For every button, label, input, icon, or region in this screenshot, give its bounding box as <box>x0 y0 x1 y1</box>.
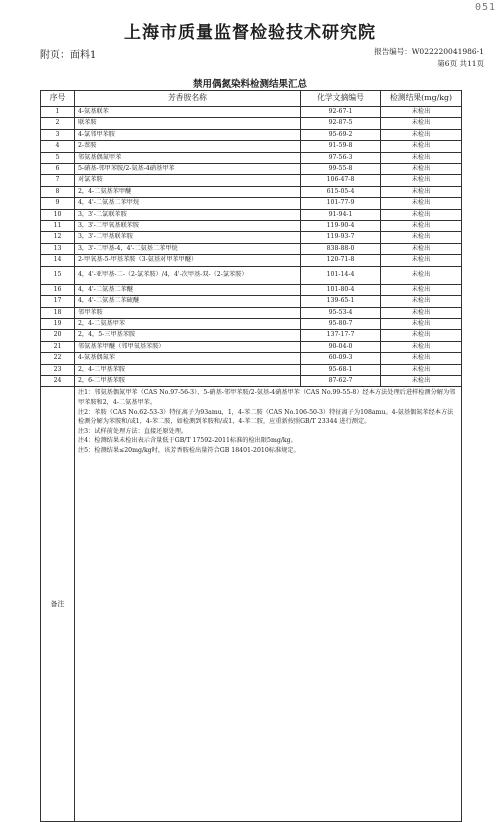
row-amine-name: 邻氨基苯甲醚（邻甲氧基苯胺） <box>75 341 301 352</box>
row-result: 未检出 <box>381 129 462 140</box>
row-no: 13 <box>41 243 75 254</box>
row-result: 未检出 <box>381 141 462 152</box>
row-no: 9 <box>41 198 75 209</box>
table-row <box>41 129 462 140</box>
row-no: 3 <box>41 129 75 140</box>
row-no: 16 <box>41 284 75 295</box>
table-row <box>41 330 462 341</box>
row-cas-no: 119-90-4 <box>301 221 381 232</box>
table-row <box>41 232 462 243</box>
note-4: 注4：检测结果未检出表示含量低于GB/T 17592-2011标准的检出限5mg/kg。 <box>78 437 297 445</box>
row-amine-name: 2，4，5-三甲基苯胺 <box>75 330 301 341</box>
row-cas-no: 120-71-8 <box>301 255 381 266</box>
row-result: 未检出 <box>381 186 462 197</box>
note-5: 注5：检测结果≤20mg/kg时，该芳香胺检出量符合GB 18401-2010标准规定。 <box>78 446 300 454</box>
table-row <box>41 118 462 129</box>
row-cas-no: 101-14-4 <box>301 266 381 284</box>
table-row <box>41 307 462 318</box>
row-result: 未检出 <box>381 296 462 307</box>
row-cas-no: 101-80-4 <box>301 284 381 295</box>
row-cas-no: 97-56-3 <box>301 152 381 163</box>
row-cas-no: 838-88-0 <box>301 243 381 254</box>
row-cas-no: 95-80-7 <box>301 318 381 329</box>
notes-label: 备注 <box>41 387 75 822</box>
row-amine-name: 邻氨基偶氮甲苯 <box>75 152 301 163</box>
row-result: 未检出 <box>381 364 462 375</box>
row-amine-name: 4，4'-二氨基二苯醚 <box>75 284 301 295</box>
row-no: 19 <box>41 318 75 329</box>
row-no: 8 <box>41 186 75 197</box>
header-no: 序号 <box>41 91 75 107</box>
row-cas-no: 90-04-0 <box>301 341 381 352</box>
note-1: 注1：邻氨基偶氮甲苯（CAS No.97-56-3）、5-硝基-邻甲苯胺/2-氨基-4硝基甲苯（CAS No.99-55-8）经本方法处理后进样检测分解为邻甲苯胺和2，4-二氨基甲苯。 <box>78 389 456 406</box>
row-amine-name: 3，3'-二甲基-4，4'-二氨基二苯甲烷 <box>75 243 301 254</box>
row-cas-no: 95-68-1 <box>301 364 381 375</box>
notes-cell <box>75 387 462 822</box>
row-cas-no: 615-05-4 <box>301 186 381 197</box>
table-row <box>41 198 462 209</box>
row-amine-name: 3，3'-二氯联苯胺 <box>75 209 301 220</box>
table-body <box>41 107 462 822</box>
table-row <box>41 353 462 364</box>
row-result: 未检出 <box>381 118 462 129</box>
row-result: 未检出 <box>381 330 462 341</box>
row-no: 11 <box>41 221 75 232</box>
row-amine-name: 对氯苯胺 <box>75 175 301 186</box>
row-amine-name: 4-氯邻甲苯胺 <box>75 129 301 140</box>
row-cas-no: 119-93-7 <box>301 232 381 243</box>
row-result: 未检出 <box>381 318 462 329</box>
row-no: 20 <box>41 330 75 341</box>
row-amine-name: 3，3'-二甲氧基联苯胺 <box>75 221 301 232</box>
organization-title: 上海市质量监督检验技术研究院 <box>124 23 376 43</box>
row-amine-name: 4，4'-二氨基二苯甲烷 <box>75 198 301 209</box>
table-row <box>41 209 462 220</box>
row-result: 未检出 <box>381 266 462 284</box>
table-row <box>41 266 462 284</box>
row-no: 24 <box>41 375 75 386</box>
results-table <box>40 90 462 822</box>
row-result: 未检出 <box>381 243 462 254</box>
row-cas-no: 101-77-9 <box>301 198 381 209</box>
row-cas-no: 91-59-8 <box>301 141 381 152</box>
notes-row <box>41 387 462 822</box>
report-number: 报告编号：W022220041986-1 <box>374 47 484 56</box>
row-result: 未检出 <box>381 341 462 352</box>
table-row <box>41 341 462 352</box>
table-row <box>41 364 462 375</box>
row-amine-name: 4-氨基联苯 <box>75 107 301 118</box>
row-amine-name: 4-氨基偶氮苯 <box>75 353 301 364</box>
annex-label: 附页：面料1 <box>40 50 97 61</box>
row-result: 未检出 <box>381 375 462 386</box>
row-no: 22 <box>41 353 75 364</box>
row-cas-no: 106-47-8 <box>301 175 381 186</box>
row-amine-name: 3，3'-二甲基联苯胺 <box>75 232 301 243</box>
row-no: 6 <box>41 164 75 175</box>
row-result: 未检出 <box>381 221 462 232</box>
row-amine-name: 邻甲苯胺 <box>75 307 301 318</box>
row-amine-name: 2，6-二甲基苯胺 <box>75 375 301 386</box>
row-cas-no: 137-17-7 <box>301 330 381 341</box>
row-no: 2 <box>41 118 75 129</box>
row-no: 14 <box>41 255 75 266</box>
page-info: 第6页 共11页 <box>437 59 484 68</box>
row-result: 未检出 <box>381 284 462 295</box>
header-result: 检测结果(mg/kg) <box>381 91 462 107</box>
row-result: 未检出 <box>381 353 462 364</box>
row-cas-no: 60-09-3 <box>301 353 381 364</box>
row-no: 1 <box>41 107 75 118</box>
row-amine-name: 2，4-二甲基苯胺 <box>75 364 301 375</box>
table-row <box>41 107 462 118</box>
table-row <box>41 152 462 163</box>
row-cas-no: 139-65-1 <box>301 296 381 307</box>
row-result: 未检出 <box>381 175 462 186</box>
row-result: 未检出 <box>381 152 462 163</box>
row-cas-no: 91-94-1 <box>301 209 381 220</box>
row-result: 未检出 <box>381 198 462 209</box>
table-row <box>41 296 462 307</box>
table-row <box>41 141 462 152</box>
note-2: 注2：苯胺（CAS No.62-53-3）特征离子为93amu，1，4-苯二胺（CAS No.106-50-3）特征离子为108amu。4-氨基偶氮苯经本方法检测分解为苯胺和/或1，4-苯二胺，如检测到苯胺和/或1，4-苯二胺，应重新按照GB/T 23344 进行测定。 <box>78 408 454 426</box>
table-row <box>41 175 462 186</box>
row-no: 4 <box>41 141 75 152</box>
row-cas-no: 92-87-5 <box>301 118 381 129</box>
table-header-row <box>41 91 462 107</box>
row-no: 7 <box>41 175 75 186</box>
row-amine-name: 2，4-二氨基苯甲醚 <box>75 186 301 197</box>
row-cas-no: 92-67-1 <box>301 107 381 118</box>
row-result: 未检出 <box>381 164 462 175</box>
row-no: 15 <box>41 266 75 284</box>
row-amine-name: 2-甲氧基-5-甲基苯胺（3-氨基对甲苯甲醚） <box>75 255 301 266</box>
row-cas-no: 95-69-2 <box>301 129 381 140</box>
corner-mark: 051 <box>474 2 496 13</box>
table-row <box>41 243 462 254</box>
row-amine-name: 5-硝基-邻甲苯胺/2-氨基-4硝基甲苯 <box>75 164 301 175</box>
table-row <box>41 255 462 266</box>
row-no: 21 <box>41 341 75 352</box>
row-no: 12 <box>41 232 75 243</box>
row-no: 23 <box>41 364 75 375</box>
header-amine-name: 芳香胺名称 <box>75 91 301 107</box>
table-row <box>41 164 462 175</box>
row-amine-name: 联苯胺 <box>75 118 301 129</box>
table-row <box>41 318 462 329</box>
row-result: 未检出 <box>381 107 462 118</box>
row-result: 未检出 <box>381 255 462 266</box>
header-cas-no: 化学文摘编号 <box>301 91 381 107</box>
row-cas-no: 99-55-8 <box>301 164 381 175</box>
table-row <box>41 221 462 232</box>
table-row <box>41 284 462 295</box>
row-amine-name: 4，4'-亚甲基-二-（2-氯苯胺）/4，4'-次甲基-双-（2-氯苯胺） <box>75 266 301 284</box>
table-title: 禁用偶氮染料检测结果汇总 <box>192 79 307 90</box>
row-result: 未检出 <box>381 307 462 318</box>
row-no: 10 <box>41 209 75 220</box>
table-row <box>41 375 462 386</box>
note-3: 注3：试样前处理方法：直接还原处理。 <box>78 427 188 435</box>
row-result: 未检出 <box>381 232 462 243</box>
row-result: 未检出 <box>381 209 462 220</box>
row-no: 18 <box>41 307 75 318</box>
row-amine-name: 4，4'-二氨基二苯硫醚 <box>75 296 301 307</box>
table-row <box>41 186 462 197</box>
row-cas-no: 87-62-7 <box>301 375 381 386</box>
row-amine-name: 2，4-二氨基甲苯 <box>75 318 301 329</box>
row-no: 17 <box>41 296 75 307</box>
row-amine-name: 2-萘胺 <box>75 141 301 152</box>
row-no: 5 <box>41 152 75 163</box>
row-cas-no: 95-53-4 <box>301 307 381 318</box>
